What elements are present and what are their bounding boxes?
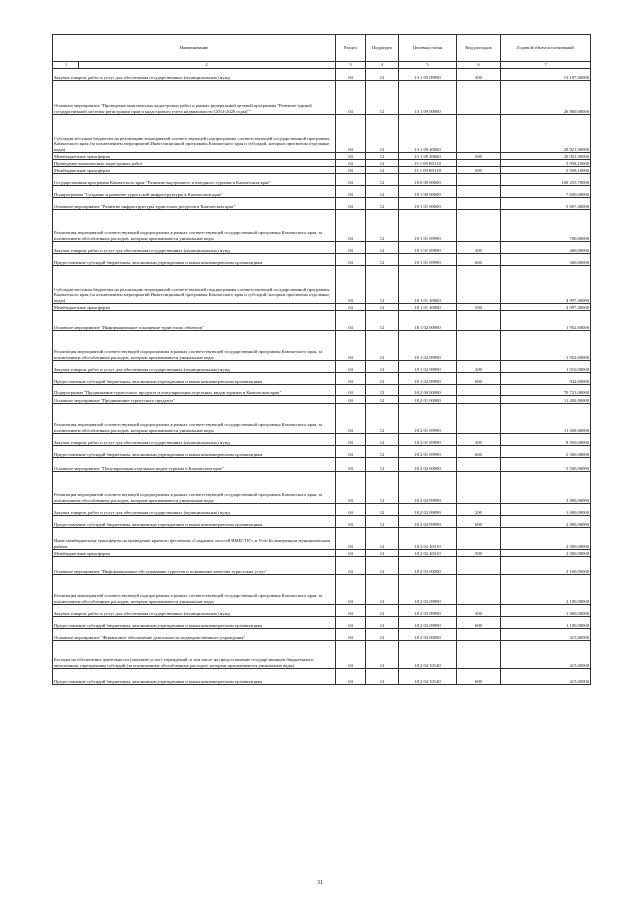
- row-sum: 1 000,00000: [501, 504, 591, 516]
- row-sum: 7 650,00000: [501, 186, 591, 198]
- row-name: Межбюджетные трансферты: [53, 153, 336, 160]
- row-target: 18 2 02 40310: [399, 528, 457, 550]
- row-name: Предоставление субсидий бюджетным, автономным учреждениям и иным некоммерческим организациям: [53, 516, 336, 528]
- row-vid: 200: [457, 605, 501, 617]
- row-podrazdel: 12: [366, 331, 399, 361]
- table-row: [53, 331, 591, 361]
- row-vid: [457, 198, 501, 210]
- row-sum: 5 938,10000: [501, 167, 591, 174]
- row-sum: 2 500,00000: [501, 446, 591, 458]
- row-podrazdel: 12: [366, 81, 399, 115]
- row-razdel: 04: [336, 516, 366, 528]
- row-podrazdel: 12: [366, 605, 399, 617]
- row-name: Закупка товаров, работ и услуг для обеспечения государственных (муниципальных) нужд: [53, 434, 336, 446]
- row-razdel: 04: [336, 361, 366, 373]
- table-row: [53, 304, 591, 311]
- table-row: [53, 69, 591, 81]
- row-vid: [457, 210, 501, 242]
- row-razdel: 04: [336, 629, 366, 641]
- row-target: 18 1 01 00000: [399, 198, 457, 210]
- row-podrazdel: 12: [366, 458, 399, 472]
- row-podrazdel: 12: [366, 69, 399, 81]
- row-razdel: 04: [336, 186, 366, 198]
- row-sum: 11 450,00000: [501, 396, 591, 404]
- row-target: 18 1 02 09990: [399, 331, 457, 361]
- table-row: [53, 550, 591, 557]
- row-podrazdel: 12: [366, 115, 399, 153]
- row-razdel: 04: [336, 198, 366, 210]
- row-name: Субсидии местным бюджетам на реализацию мероприятий соответствующей подпрограммы соответствующей государственной программы Камчатского края (за исключением мероприятий Инвестиционной программы Камчатского края и субсидий, которым присвоены отдельные коды): [53, 266, 336, 304]
- header-name: Наименование: [53, 35, 336, 62]
- row-target: 13 1 09 40060: [399, 115, 457, 153]
- row-target: 18 1 00 00000: [399, 186, 457, 198]
- row-name: Межбюджетные трансферты: [53, 550, 336, 557]
- row-podrazdel: 12: [366, 446, 399, 458]
- row-vid: 500: [457, 304, 501, 311]
- row-name: Основное мероприятие "Финансовое обеспечение деятельности подведомственного учреждения": [53, 629, 336, 641]
- column-number: 2: [205, 62, 208, 68]
- budget-table-page: [52, 34, 590, 685]
- table-row: [53, 516, 591, 528]
- row-razdel: 04: [336, 557, 366, 575]
- row-name: Закупка товаров, работ и услуг для обеспечения государственных (муниципальных) нужд: [53, 605, 336, 617]
- row-vid: [457, 81, 501, 115]
- row-sum: 2 000,00000: [501, 516, 591, 528]
- row-sum: 5 697,40000: [501, 198, 591, 210]
- row-podrazdel: 12: [366, 210, 399, 242]
- table-row: [53, 81, 591, 115]
- row-vid: [457, 458, 501, 472]
- table-row: [53, 254, 591, 266]
- row-razdel: 04: [336, 472, 366, 504]
- row-vid: 200: [457, 242, 501, 254]
- row-name: Государственная программа Камчатского края "Развитие внутреннего и въездного туризма в Камчатском крае": [53, 174, 336, 186]
- row-vid: [457, 174, 501, 186]
- row-podrazdel: 12: [366, 516, 399, 528]
- row-vid: 600: [457, 446, 501, 458]
- row-razdel: 04: [336, 153, 366, 160]
- table-row: [53, 458, 591, 472]
- table-row: [53, 160, 591, 167]
- table-row: [53, 385, 591, 396]
- row-target: 18 2 03 09990: [399, 605, 457, 617]
- row-razdel: 04: [336, 385, 366, 396]
- row-vid: [457, 629, 501, 641]
- row-podrazdel: 12: [366, 575, 399, 605]
- row-vid: 600: [457, 516, 501, 528]
- row-vid: [457, 331, 501, 361]
- column-number: 6: [457, 62, 501, 69]
- row-razdel: 04: [336, 504, 366, 516]
- row-target: 18 2 03 09990: [399, 575, 457, 605]
- row-name: Предоставление субсидий бюджетным, автономным учреждениям и иным некоммерческим организациям: [53, 446, 336, 458]
- row-name: Проведение комплексных кадастровых работ: [53, 160, 336, 167]
- row-podrazdel: 12: [366, 254, 399, 266]
- table-row: [53, 575, 591, 605]
- row-name: Основное мероприятие "Проведение комплексных кадастровых работ в рамках федеральной целевой программы "Развитие единой государственной системы регистрации прав и кадастрового учета недвижимости (2014-2020 годы)"": [53, 81, 336, 115]
- row-podrazdel: 12: [366, 361, 399, 373]
- table-row: [53, 311, 591, 331]
- row-name: Основное мероприятие "Развитие инфраструктуры туристских ресурсов в Камчатском крае": [53, 198, 336, 210]
- row-target: 18 1 02 09990: [399, 361, 457, 373]
- row-podrazdel: 12: [366, 396, 399, 404]
- table-row: [53, 641, 591, 669]
- row-razdel: 04: [336, 174, 366, 186]
- row-podrazdel: 12: [366, 153, 399, 160]
- row-sum: 415,00000: [501, 629, 591, 641]
- row-vid: 200: [457, 361, 501, 373]
- row-name: Предоставление субсидий бюджетным, автономным учреждениям и иным некоммерческим организациям: [53, 254, 336, 266]
- page-number: 31: [317, 880, 323, 886]
- row-sum: 2 500,00000: [501, 528, 591, 550]
- row-podrazdel: 12: [366, 617, 399, 629]
- row-target: 18 2 01 09990: [399, 446, 457, 458]
- budget-table: [52, 34, 591, 685]
- row-sum: 100 255,70000: [501, 174, 591, 186]
- row-vid: 600: [457, 254, 501, 266]
- row-name: Межбюджетные трансферты: [53, 304, 336, 311]
- row-name: Реализация мероприятий соответствующей подпрограммы в рамках соответствующей государственной программы Камчатского края, за исключением обособленных расходов, которым присваиваются уникальные коды: [53, 472, 336, 504]
- row-vid: 200: [457, 69, 501, 81]
- row-razdel: 04: [336, 528, 366, 550]
- row-vid: [457, 385, 501, 396]
- row-target: 18 2 00 00000: [399, 385, 457, 396]
- column-number: 7: [501, 62, 591, 69]
- row-podrazdel: 12: [366, 528, 399, 550]
- row-razdel: 04: [336, 575, 366, 605]
- header-vid: Вид расходов: [457, 35, 501, 62]
- row-sum: 415,00000: [501, 641, 591, 669]
- row-sum: 8 950,00000: [501, 434, 591, 446]
- row-vid: [457, 396, 501, 404]
- row-podrazdel: 12: [366, 557, 399, 575]
- row-vid: [457, 115, 501, 153]
- row-razdel: 04: [336, 669, 366, 685]
- row-podrazdel: 12: [366, 504, 399, 516]
- row-sum: 70 721,00000: [501, 385, 591, 396]
- column-number: 3: [336, 62, 366, 69]
- row-sum: 11 450,00000: [501, 404, 591, 434]
- row-name: Реализация мероприятий соответствующей подпрограммы в рамках соответствующей государственной программы Камчатского края, за исключением обособленных расходов, которым присваиваются уникальные коды: [53, 404, 336, 434]
- header-target: Целевая статья: [399, 35, 457, 62]
- row-vid: [457, 557, 501, 575]
- row-razdel: 04: [336, 641, 366, 669]
- table-row: [53, 210, 591, 242]
- row-podrazdel: 12: [366, 472, 399, 504]
- row-name: Предоставление субсидий бюджетным, автономным учреждениям и иным некоммерческим организациям: [53, 373, 336, 385]
- row-target: 18 1 01 09990: [399, 210, 457, 242]
- table-row: [53, 153, 591, 160]
- table-row: [53, 629, 591, 641]
- row-razdel: 04: [336, 458, 366, 472]
- row-target: 18 2 04 10140: [399, 641, 457, 669]
- row-vid: 500: [457, 550, 501, 557]
- row-name: Межбюджетные трансферты: [53, 167, 336, 174]
- row-name: Подпрограмма "Создание и развитие туристской инфраструктуры в Камчатском крае": [53, 186, 336, 198]
- row-razdel: 04: [336, 396, 366, 404]
- row-name: Субсидии местным бюджетам на реализацию мероприятий соответствующей подпрограммы соответствующей государственной программы Камчатского края (за исключением мероприятий Инвестиционной программы Камчатского края и субсидий, которым присвоены отдельные коды): [53, 115, 336, 153]
- row-sum: 5 500,00000: [501, 458, 591, 472]
- row-sum: 1 010,00000: [501, 361, 591, 373]
- row-vid: [457, 186, 501, 198]
- row-sum: 300,00000: [501, 254, 591, 266]
- row-razdel: 04: [336, 160, 366, 167]
- row-name: Закупка товаров, работ и услуг для обеспечения государственных (муниципальных) нужд: [53, 242, 336, 254]
- table-row: [53, 446, 591, 458]
- table-row: [53, 115, 591, 153]
- row-vid: [457, 404, 501, 434]
- row-vid: [457, 311, 501, 331]
- row-vid: [457, 472, 501, 504]
- row-target: 18 1 01 09990: [399, 254, 457, 266]
- table-row: [53, 617, 591, 629]
- row-target: 13 1 09 R5110: [399, 160, 457, 167]
- row-podrazdel: 12: [366, 160, 399, 167]
- table-row: [53, 186, 591, 198]
- row-vid: [457, 575, 501, 605]
- table-header-row: [53, 35, 591, 62]
- row-sum: 1 000,00000: [501, 605, 591, 617]
- row-vid: 200: [457, 504, 501, 516]
- table-row: [53, 361, 591, 373]
- row-sum: 20 921,90000: [501, 153, 591, 160]
- table-row: [53, 434, 591, 446]
- row-sum: 4 997,40000: [501, 266, 591, 304]
- row-target: 18 2 03 09990: [399, 617, 457, 629]
- row-target: 13 1 09 00000: [399, 81, 457, 115]
- row-sum: 942,60000: [501, 373, 591, 385]
- row-razdel: 04: [336, 210, 366, 242]
- table-row: [53, 472, 591, 504]
- row-podrazdel: 12: [366, 167, 399, 174]
- row-target: 18 2 02 00000: [399, 458, 457, 472]
- row-podrazdel: 12: [366, 669, 399, 685]
- row-target: 18 2 03 00000: [399, 557, 457, 575]
- row-razdel: 04: [336, 242, 366, 254]
- row-vid: 500: [457, 167, 501, 174]
- row-name: Основное мероприятие "Информационное обслуживание туристов и повышение качества туристских услуг": [53, 557, 336, 575]
- row-name: Основное мероприятие "Информационное оснащение туристских объектов": [53, 311, 336, 331]
- row-vid: 600: [457, 373, 501, 385]
- row-vid: [457, 641, 501, 669]
- table-row: [53, 557, 591, 575]
- table-row: [53, 396, 591, 404]
- row-podrazdel: 12: [366, 311, 399, 331]
- row-sum: 2 500,00000: [501, 550, 591, 557]
- row-sum: 20 921,90000: [501, 115, 591, 153]
- row-vid: [457, 266, 501, 304]
- table-row: [53, 669, 591, 685]
- row-target: 18 2 04 10140: [399, 669, 457, 685]
- row-name: Расходы на обеспечение деятельности (оказание услуг) учреждений, в том числе на предоставление государственным бюджетным и автономным учреждениям субсидий (за исключением обособленных расходов, которым присваиваются уникальные коды): [53, 641, 336, 669]
- row-target: 18 0 00 00000: [399, 174, 457, 186]
- row-target: 18 1 01 40060: [399, 304, 457, 311]
- column-number: 1: [54, 62, 79, 67]
- row-vid: 600: [457, 669, 501, 685]
- row-razdel: 04: [336, 69, 366, 81]
- table-row: [53, 198, 591, 210]
- row-sum: 13 187,00000: [501, 69, 591, 81]
- row-name: Закупка товаров, работ и услуг для обеспечения государственных (муниципальных) нужд: [53, 69, 336, 81]
- row-razdel: 04: [336, 605, 366, 617]
- row-name: Основное мероприятие "Популяризация отдельных видов туризма в Камчатском крае": [53, 458, 336, 472]
- table-row: [53, 242, 591, 254]
- table-row: [53, 404, 591, 434]
- column-number: 4: [366, 62, 399, 69]
- row-target: 13 1 05 09990: [399, 69, 457, 81]
- table-row: [53, 167, 591, 174]
- row-razdel: 04: [336, 254, 366, 266]
- table-row: [53, 174, 591, 186]
- header-podrazdel: Подраздел: [366, 35, 399, 62]
- row-target: 18 1 02 00000: [399, 311, 457, 331]
- column-number-row: [53, 62, 591, 69]
- row-sum: 400,00000: [501, 242, 591, 254]
- row-target: 18 1 01 09990: [399, 242, 457, 254]
- row-razdel: 04: [336, 373, 366, 385]
- row-podrazdel: 12: [366, 373, 399, 385]
- row-target: 18 2 01 09990: [399, 434, 457, 446]
- row-razdel: 04: [336, 617, 366, 629]
- row-razdel: 04: [336, 304, 366, 311]
- row-name: Иные межбюджетные трансферты на проведение краевого фестиваля «Сохраним лососей ВМЕСТЕ!» в Усть-Большерецком муниципальном районе: [53, 528, 336, 550]
- row-podrazdel: 12: [366, 198, 399, 210]
- row-razdel: 04: [336, 331, 366, 361]
- row-name: Реализация мероприятий соответствующей подпрограммы в рамках соответствующей государственной программы Камчатского края, за исключением обособленных расходов, которым присваиваются уникальные коды: [53, 331, 336, 361]
- row-target: 18 1 02 09990: [399, 373, 457, 385]
- row-sum: 3 000,00000: [501, 472, 591, 504]
- table-row: [53, 605, 591, 617]
- row-name: Реализация мероприятий соответствующей подпрограммы в рамках соответствующей государственной программы Камчатского края, за исключением обособленных расходов, которым присваиваются уникальные коды: [53, 575, 336, 605]
- row-target: 18 2 01 09990: [399, 404, 457, 434]
- row-podrazdel: 12: [366, 304, 399, 311]
- row-podrazdel: 12: [366, 404, 399, 434]
- table-row: [53, 373, 591, 385]
- row-podrazdel: 12: [366, 174, 399, 186]
- column-number: 5: [399, 62, 457, 69]
- row-name: Закупка товаров, работ и услуг для обеспечения государственных (муниципальных) нужд: [53, 504, 336, 516]
- row-podrazdel: 12: [366, 550, 399, 557]
- row-podrazdel: 12: [366, 434, 399, 446]
- row-target: 18 1 01 40060: [399, 266, 457, 304]
- row-sum: 2 100,00000: [501, 575, 591, 605]
- row-sum: 4 997,40000: [501, 304, 591, 311]
- row-name: Предоставление субсидий бюджетным, автономным учреждениям и иным некоммерческим организациям: [53, 669, 336, 685]
- row-target: 18 2 04 00000: [399, 629, 457, 641]
- row-podrazdel: 12: [366, 242, 399, 254]
- header-sum: Годовой объем ассигнований: [501, 35, 591, 62]
- row-sum: 26 860,00000: [501, 81, 591, 115]
- row-vid: [457, 160, 501, 167]
- table-row: [53, 504, 591, 516]
- row-razdel: 04: [336, 311, 366, 331]
- row-sum: 5 938,10000: [501, 160, 591, 167]
- row-razdel: 04: [336, 550, 366, 557]
- table-row: [53, 528, 591, 550]
- row-podrazdel: 12: [366, 266, 399, 304]
- row-razdel: 04: [336, 115, 366, 153]
- row-target: 18 2 02 09990: [399, 516, 457, 528]
- row-razdel: 04: [336, 404, 366, 434]
- row-vid: 600: [457, 617, 501, 629]
- row-razdel: 04: [336, 434, 366, 446]
- row-target: 18 2 02 09990: [399, 504, 457, 516]
- row-razdel: 04: [336, 167, 366, 174]
- row-razdel: 04: [336, 81, 366, 115]
- row-target: 13 1 09 R5110: [399, 167, 457, 174]
- row-vid: 500: [457, 153, 501, 160]
- row-target: 18 2 02 40310: [399, 550, 457, 557]
- table-row: [53, 266, 591, 304]
- table-body: [53, 69, 591, 685]
- row-podrazdel: 12: [366, 186, 399, 198]
- row-sum: 700,00000: [501, 210, 591, 242]
- row-sum: 1 952,60000: [501, 311, 591, 331]
- row-razdel: 04: [336, 446, 366, 458]
- row-target: 18 2 01 00000: [399, 396, 457, 404]
- row-sum: 1 952,60000: [501, 331, 591, 361]
- row-podrazdel: 12: [366, 385, 399, 396]
- row-name: Реализация мероприятий соответствующей подпрограммы в рамках соответствующей государственной программы Камчатского края, за исключением обособленных расходов, которым присваиваются уникальные коды: [53, 210, 336, 242]
- row-vid: 200: [457, 434, 501, 446]
- row-name: Закупка товаров, работ и услуг для обеспечения государственных (муниципальных) нужд: [53, 361, 336, 373]
- row-sum: 2 100,00000: [501, 557, 591, 575]
- row-target: 13 1 09 40060: [399, 153, 457, 160]
- header-razdel: Раздел: [336, 35, 366, 62]
- row-name: Основное мероприятие "Продвижение туристского продукта": [53, 396, 336, 404]
- row-sum: 1 100,00000: [501, 617, 591, 629]
- row-razdel: 04: [336, 266, 366, 304]
- row-podrazdel: 12: [366, 641, 399, 669]
- row-name: Подпрограмма "Продвижение туристского продукта и популяризация отдельных видов туризма в Камчатском крае": [53, 385, 336, 396]
- column-number: [53, 62, 336, 69]
- row-podrazdel: 12: [366, 629, 399, 641]
- row-name: Предоставление субсидий бюджетным, автономным учреждениям и иным некоммерческим организациям: [53, 617, 336, 629]
- row-sum: 415,00000: [501, 669, 591, 685]
- row-vid: [457, 528, 501, 550]
- row-target: 18 2 02 09990: [399, 472, 457, 504]
